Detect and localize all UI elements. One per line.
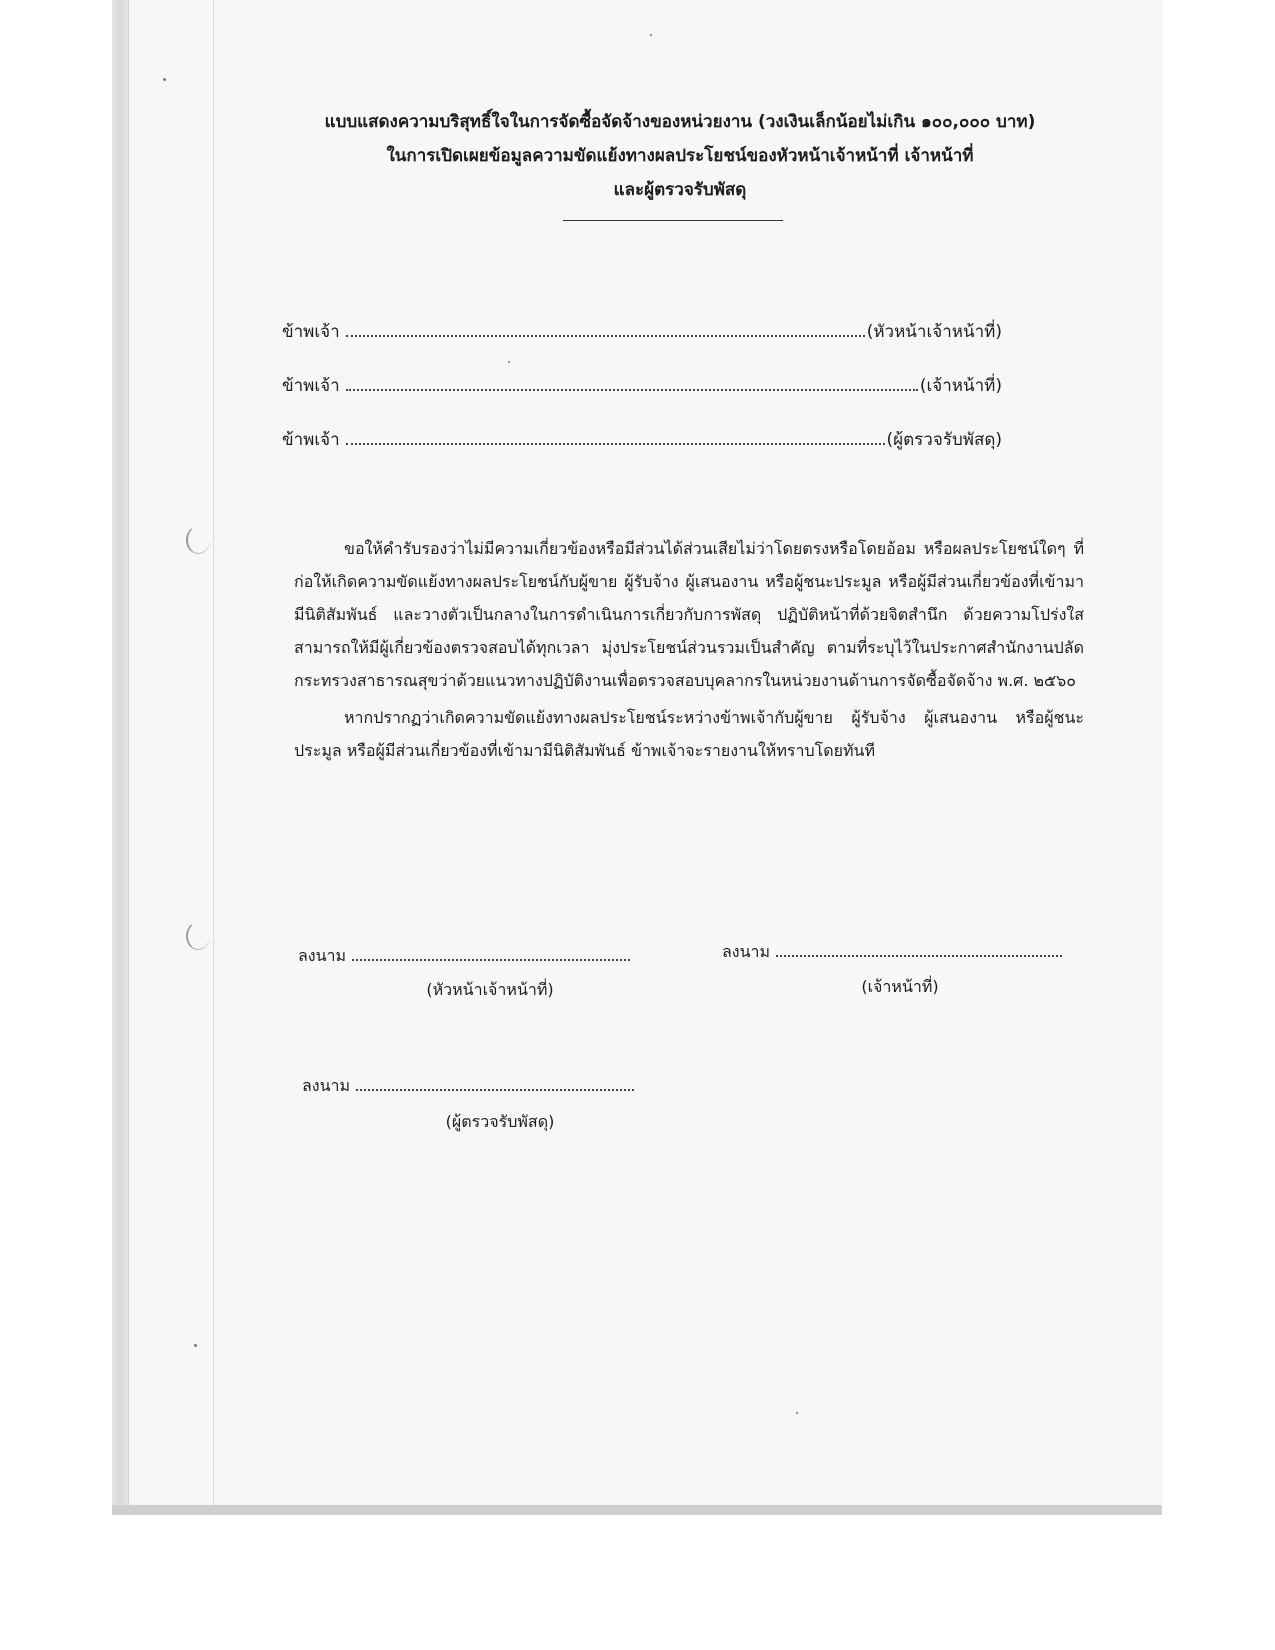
- name-fill-line[interactable]: [346, 375, 918, 391]
- page-title-line-2: ในการเปิดเผยข้อมูลความขัดแย้งทางผลประโยชน์ของหัวหน้าเจ้าหน้าที่ เจ้าหน้าที่: [386, 146, 974, 166]
- signature-line[interactable]: [776, 943, 1062, 957]
- declaration-role: (เจ้าหน้าที่): [919, 376, 1002, 396]
- scan-speck: [508, 361, 510, 363]
- signature-role: (ผู้ตรวจรับพัสดุ): [445, 1112, 555, 1131]
- declaration-row-officer: [282, 372, 1002, 398]
- scan-speck: [194, 1344, 197, 1347]
- title-underline: [563, 220, 783, 221]
- signature-line[interactable]: [352, 947, 630, 961]
- declaration-label: ข้าพเจ้า: [282, 376, 340, 396]
- signature-role: (เจ้าหน้าที่): [861, 977, 939, 996]
- signature-officer: [722, 940, 1062, 965]
- declaration-label: ข้าพเจ้า: [282, 322, 340, 342]
- name-fill-line[interactable]: [346, 321, 865, 337]
- name-fill-line[interactable]: [346, 429, 885, 445]
- scan-speck: [650, 34, 652, 36]
- signature-role: (หัวหน้าเจ้าหน้าที่): [426, 980, 554, 999]
- signature-line[interactable]: [356, 1077, 634, 1091]
- certification-body: [294, 532, 1084, 767]
- punch-hole-icon: [186, 922, 210, 950]
- signature-label: ลงนาม: [302, 1076, 351, 1095]
- declaration-role: (หัวหน้าเจ้าหน้าที่): [866, 322, 1002, 342]
- signature-label: ลงนาม: [298, 946, 347, 965]
- scan-speck: [163, 78, 166, 81]
- scan-bottom-edge: [112, 1505, 1162, 1515]
- declaration-row-inspector: [282, 426, 1002, 452]
- certification-paragraph-1: ขอให้คำรับรองว่าไม่มีความเกี่ยวข้องหรือมีส่วนได้ส่วนเสียไม่ว่าโดยตรงหรือโดยอ้อม หรือผลประโยชน์ใดๆ ที่ก่อให้เกิดความขัดแย้งทางผลประโยชน์กับผู้ขาย ผู้รับจ้าง ผู้เสนองาน หรือผู้ชนะประมูล หรือผู้มีส่วนเกี่ยวข้องที่เข้ามามีนิติสัมพันธ์ และวางตัวเป็นกลางในการดำเนินการเกี่ยวกับการพัสดุ ปฏิบัติหน้าที่ด้วยจิตสำนึก ด้วยความโปร่งใส สามารถให้มีผู้เกี่ยวข้องตรวจสอบได้ทุกเวลา มุ่งประโยชน์ส่วนรวมเป็นสำคัญ ตามที่ระบุไว้ในประกาศสำนักงานปลัดกระทรวงสาธารณสุขว่าด้วยแนวทางปฏิบัติงานเพื่อตรวจสอบบุคลากรในหน่วยงานด้านการจัดซื้อจัดจ้าง พ.ศ. ๒๕๖๐: [294, 539, 1084, 690]
- declaration-label: ข้าพเจ้า: [282, 430, 340, 450]
- paper-edge: [213, 0, 214, 1505]
- declaration-row-head-officer: [282, 318, 1002, 344]
- page-title-line-3: และผู้ตรวจรับพัสดุ: [613, 180, 747, 200]
- punch-hole-icon: [186, 526, 210, 554]
- certification-paragraph-2: หากปรากฏว่าเกิดความขัดแย้งทางผลประโยชน์ระหว่างข้าพเจ้ากับผู้ขาย ผู้รับจ้าง ผู้เสนองาน หรือผู้ชนะประมูล หรือผู้มีส่วนเกี่ยวข้องที่เข้ามามีนิติสัมพันธ์ ข้าพเจ้าจะรายงานให้ทราบโดยทันที: [294, 708, 1084, 760]
- signature-inspector: [302, 1074, 634, 1099]
- page-title-line-1: แบบแสดงความบริสุทธิ์ใจในการจัดซื้อจัดจ้างของหน่วยงาน (วงเงินเล็กน้อยไม่เกิน ๑๐๐,๐๐๐ บาท): [324, 112, 1036, 132]
- signature-label: ลงนาม: [722, 942, 771, 961]
- scan-speck: [796, 1412, 798, 1414]
- declaration-role: (ผู้ตรวจรับพัสดุ): [886, 430, 1002, 450]
- signature-head-officer: [298, 944, 630, 969]
